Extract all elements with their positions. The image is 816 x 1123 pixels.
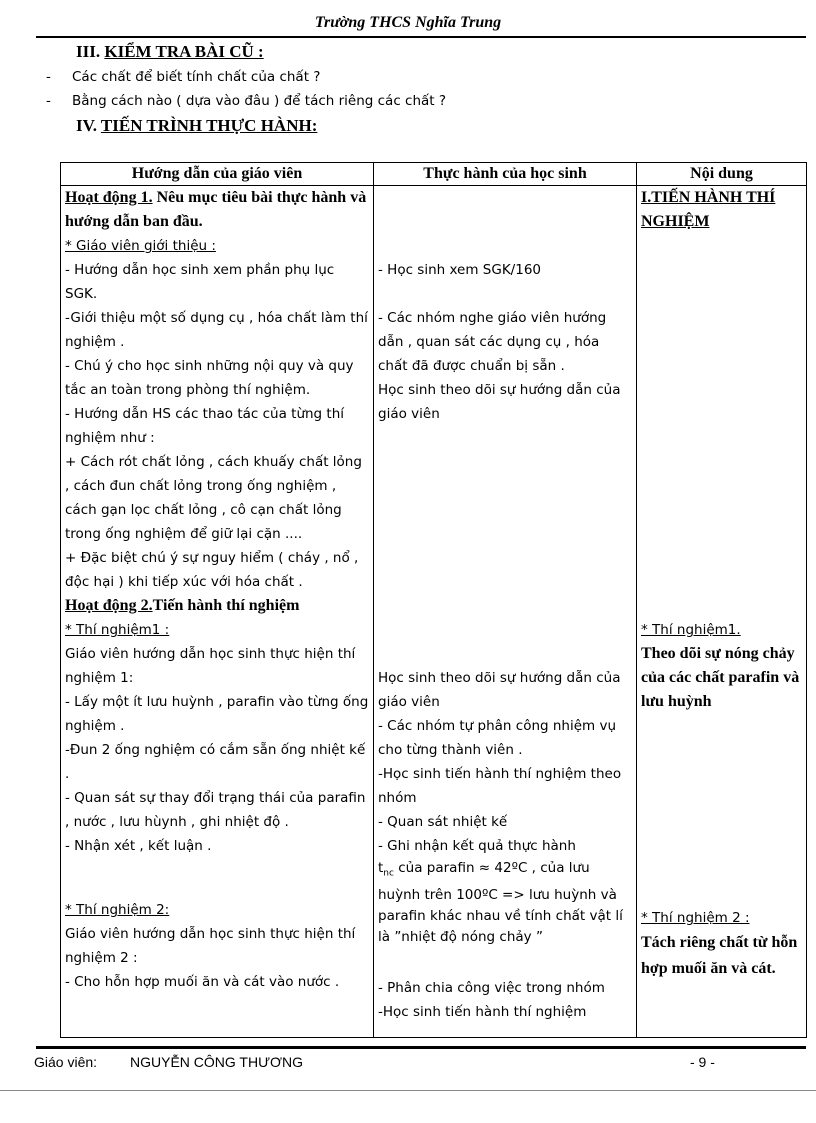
section-3-title [76,42,264,62]
exp1-line: - Quan sát sự thay đổi trạng thái của parafin , nước , lưu hùynh , ghi nhiệt độ . [65,790,366,830]
content-exp1-text: Theo dõi sự nóng chảy của các chất parafin và lưu huỳnh [641,645,800,710]
student-line: - Học sinh xem SGK/160 [378,262,541,278]
exp2-line: Giáo viên hướng dẫn học sinh thực hiện thí nghiệm 2 : [65,926,356,966]
teacher-column [61,186,374,1038]
activity-2-label: Hoạt động 2. [65,597,153,614]
section-4-title [76,116,317,136]
student-line: - Quan sát nhiệt kế [378,814,508,830]
content-exp2-label-text: * Thí nghiệm 2 : [641,910,750,926]
intro-line: + Cách rót chất lỏng , cách khuấy chất lỏng , cách đun chất lỏng trong ống nghiệm , cách gạn lọc chất lỏng , cô cạn chất lỏng trong ống nghiệm để giữ lại cặn .... [65,454,362,542]
header-content: Nội dung [637,163,807,186]
intro-line: - Hướng dẫn học sinh xem phần phụ lục SGK. [65,262,335,302]
section-3-label: III. [76,42,101,61]
intro-line: + Đặc biệt chú ý sự nguy hiểm ( cháy , nổ , độc hại ) khi tiếp xúc với hóa chất . [65,550,359,590]
melting-point-text: của parafin ≈ 42ºC , của lưu huỳnh trên 100ºC => lưu huỳnh và parafin khác nhau về tính chất vật lí là ”nhiệt độ nóng chảy ” [378,860,623,945]
intro-line: -Giới thiệu một số dụng cụ , hóa chất làm thí nghiệm . [65,310,368,350]
content-exp1-label-text: * Thí nghiệm1. [641,622,741,638]
activity-2-text: Tiến hành thí nghiệm [152,597,300,614]
activity-2 [65,594,369,618]
experiment-2-label-text: * Thí nghiệm 2: [65,902,170,918]
content-title: I.TIẾN HÀNH THÍ NGHIỆM [641,189,776,230]
experiment-1-label-text: * Thí nghiệm1 : [65,622,170,638]
student-line: - Các nhóm tự phân công nhiệm vụ cho từng thành viên . [378,718,617,758]
header-rule [36,36,806,38]
bottom-rule [0,1090,816,1091]
student-line: Học sinh theo dõi sự hướng dẫn của giáo viên [378,382,621,422]
activity-1 [65,186,369,234]
exp1-line: - Lấy một ít lưu huỳnh , parafin vào từng ống nghiệm . [65,694,369,734]
exp2-line: - Cho hỗn hợp muối ăn và cát vào nước . [65,974,340,990]
footer-teacher-name: NGUYỄN CÔNG THƯƠNG [130,1054,304,1070]
exp1-line: - Nhận xét , kết luận . [65,838,212,854]
student-line: -Học sinh tiến hành thí nghiệm [378,1003,587,1020]
bullet-dash: - [46,93,51,109]
student-line: - Ghi nhận kết quả thực hành [378,838,576,854]
footer-page-number: - 9 - [690,1054,715,1070]
content-exp2-text: Tách riêng chất từ hỗn hợp muối ăn và cát. [641,934,798,977]
experiment-2-label [65,898,369,922]
section-4-heading: TIẾN TRÌNH THỰC HÀNH: [100,116,318,135]
footer-teacher-label: Giáo viên: [34,1054,98,1070]
section-4-label: IV. [76,116,97,135]
tnc-symbol: t [378,860,384,876]
student-line: Học sinh theo dõi sự hướng dẫn của giáo viên [378,670,621,710]
intro-label-text: * Giáo viên giới thiệu : [65,238,216,254]
student-column [374,186,637,1038]
table-header-row [61,163,807,186]
content-column [637,186,807,1038]
exp1-line: Giáo viên hướng dẫn học sinh thực hiện thí nghiệm 1: [65,646,356,686]
question-2 [46,93,446,109]
melting-point-note [378,858,632,948]
student-line: - Phân chia công việc trong nhóm [378,979,605,996]
section-3-heading: KIỂM TRA BÀI CŨ : [104,42,264,61]
content-exp1-label [641,618,802,642]
activity-1-text: Nêu mục tiêu bài thực hành và hướng dẫn ban đầu. [65,189,367,230]
question-1 [46,69,320,85]
intro-line: - Chú ý cho học sinh những nội quy và quy tắc an toàn trong phòng thí nghiệm. [65,358,354,398]
intro-line: - Hướng dẫn HS các thao tác của từng thí nghiệm như : [65,406,345,446]
content-exp2-label [641,906,802,930]
bullet-dash: - [46,69,51,85]
page-header-school: Trường THCS Nghĩa Trung [314,14,502,31]
activity-1-label: Hoạt động 1. [65,189,153,206]
header-student: Thực hành của học sinh [374,163,637,186]
tnc-subscript: nc [383,868,394,879]
intro-label [65,234,369,258]
practice-table [60,162,807,1038]
student-line: - Các nhóm nghe giáo viên hướng dẫn , quan sát các dụng cụ , hóa chất đã được chuẩn bị sẵn . [378,310,607,374]
student-line: -Học sinh tiến hành thí nghiệm theo nhóm [378,766,622,806]
exp1-line: -Đun 2 ống nghiệm có cắm sẵn ống nhiệt kế . [65,742,366,782]
table-body-row [61,186,807,1038]
footer-rule [36,1046,806,1049]
experiment-1-label [65,618,369,642]
question-2-text: Bằng cách nào ( dựa vào đâu ) để tách riêng các chất ? [72,93,447,109]
header-teacher: Hướng dẫn của giáo viên [61,163,374,186]
question-1-text: Các chất để biết tính chất của chất ? [72,69,321,85]
